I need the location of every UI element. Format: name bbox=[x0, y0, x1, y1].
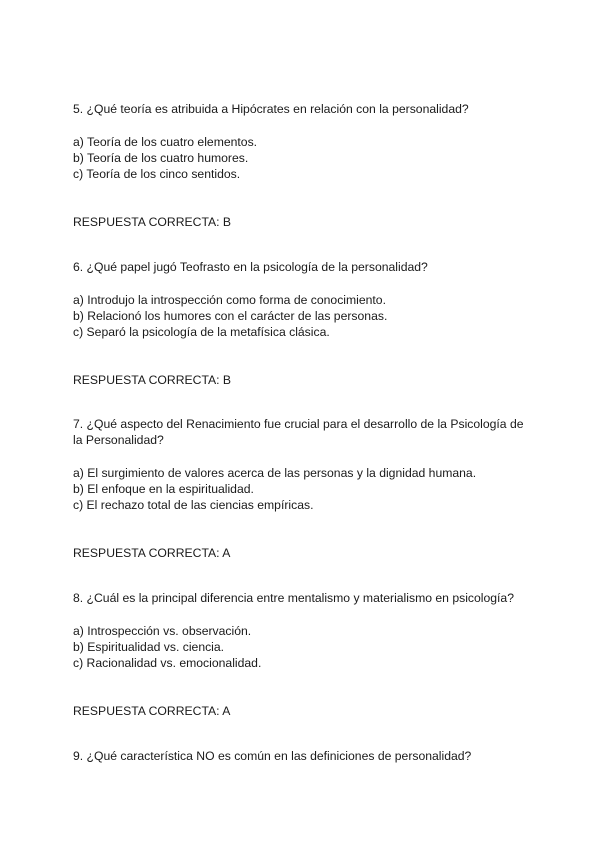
question-5-option-c: c) Teoría de los cinco sentidos. bbox=[73, 167, 241, 181]
question-7-line-1: 7. ¿Qué aspecto del Renacimiento fue crucial para el desarrollo de la Psicología de bbox=[73, 417, 524, 431]
question-8-answer: RESPUESTA CORRECTA: A bbox=[73, 704, 231, 718]
question-5-option-a: a) Teoría de los cuatro elementos. bbox=[73, 135, 258, 149]
question-6-answer: RESPUESTA CORRECTA: B bbox=[73, 373, 232, 387]
question-8-option-c: c) Racionalidad vs. emocionalidad. bbox=[73, 656, 262, 670]
question-6-option-b: b) Relacionó los humores con el carácter de las personas. bbox=[73, 309, 388, 323]
document-page bbox=[73, 0, 528, 848]
question-5-answer: RESPUESTA CORRECTA: B bbox=[73, 215, 232, 229]
question-6-option-a: a) Introdujo la introspección como forma de conocimiento. bbox=[73, 293, 386, 307]
question-9: 9. ¿Qué característica NO es común en las definiciones de personalidad? bbox=[73, 749, 472, 763]
question-5-option-b: b) Teoría de los cuatro humores. bbox=[73, 151, 249, 165]
question-7-option-c: c) El rechazo total de las ciencias empíricas. bbox=[73, 498, 314, 512]
question-8-option-b: b) Espiritualidad vs. ciencia. bbox=[73, 640, 225, 654]
question-6-option-c: c) Separó la psicología de la metafísica clásica. bbox=[73, 325, 330, 339]
question-7-option-b: b) El enfoque en la espiritualidad. bbox=[73, 482, 254, 496]
question-7-option-a: a) El surgimiento de valores acerca de las personas y la dignidad humana. bbox=[73, 466, 477, 480]
question-7-line-2: la Personalidad? bbox=[73, 433, 164, 447]
question-7-answer: RESPUESTA CORRECTA: A bbox=[73, 546, 231, 560]
question-6: 6. ¿Qué papel jugó Teofrasto en la psicología de la personalidad? bbox=[73, 260, 428, 274]
question-8: 8. ¿Cuál es la principal diferencia entre mentalismo y materialismo en psicología? bbox=[73, 591, 514, 605]
question-5: 5. ¿Qué teoría es atribuida a Hipócrates en relación con la personalidad? bbox=[73, 102, 469, 116]
question-8-option-a: a) Introspección vs. observación. bbox=[73, 624, 252, 638]
